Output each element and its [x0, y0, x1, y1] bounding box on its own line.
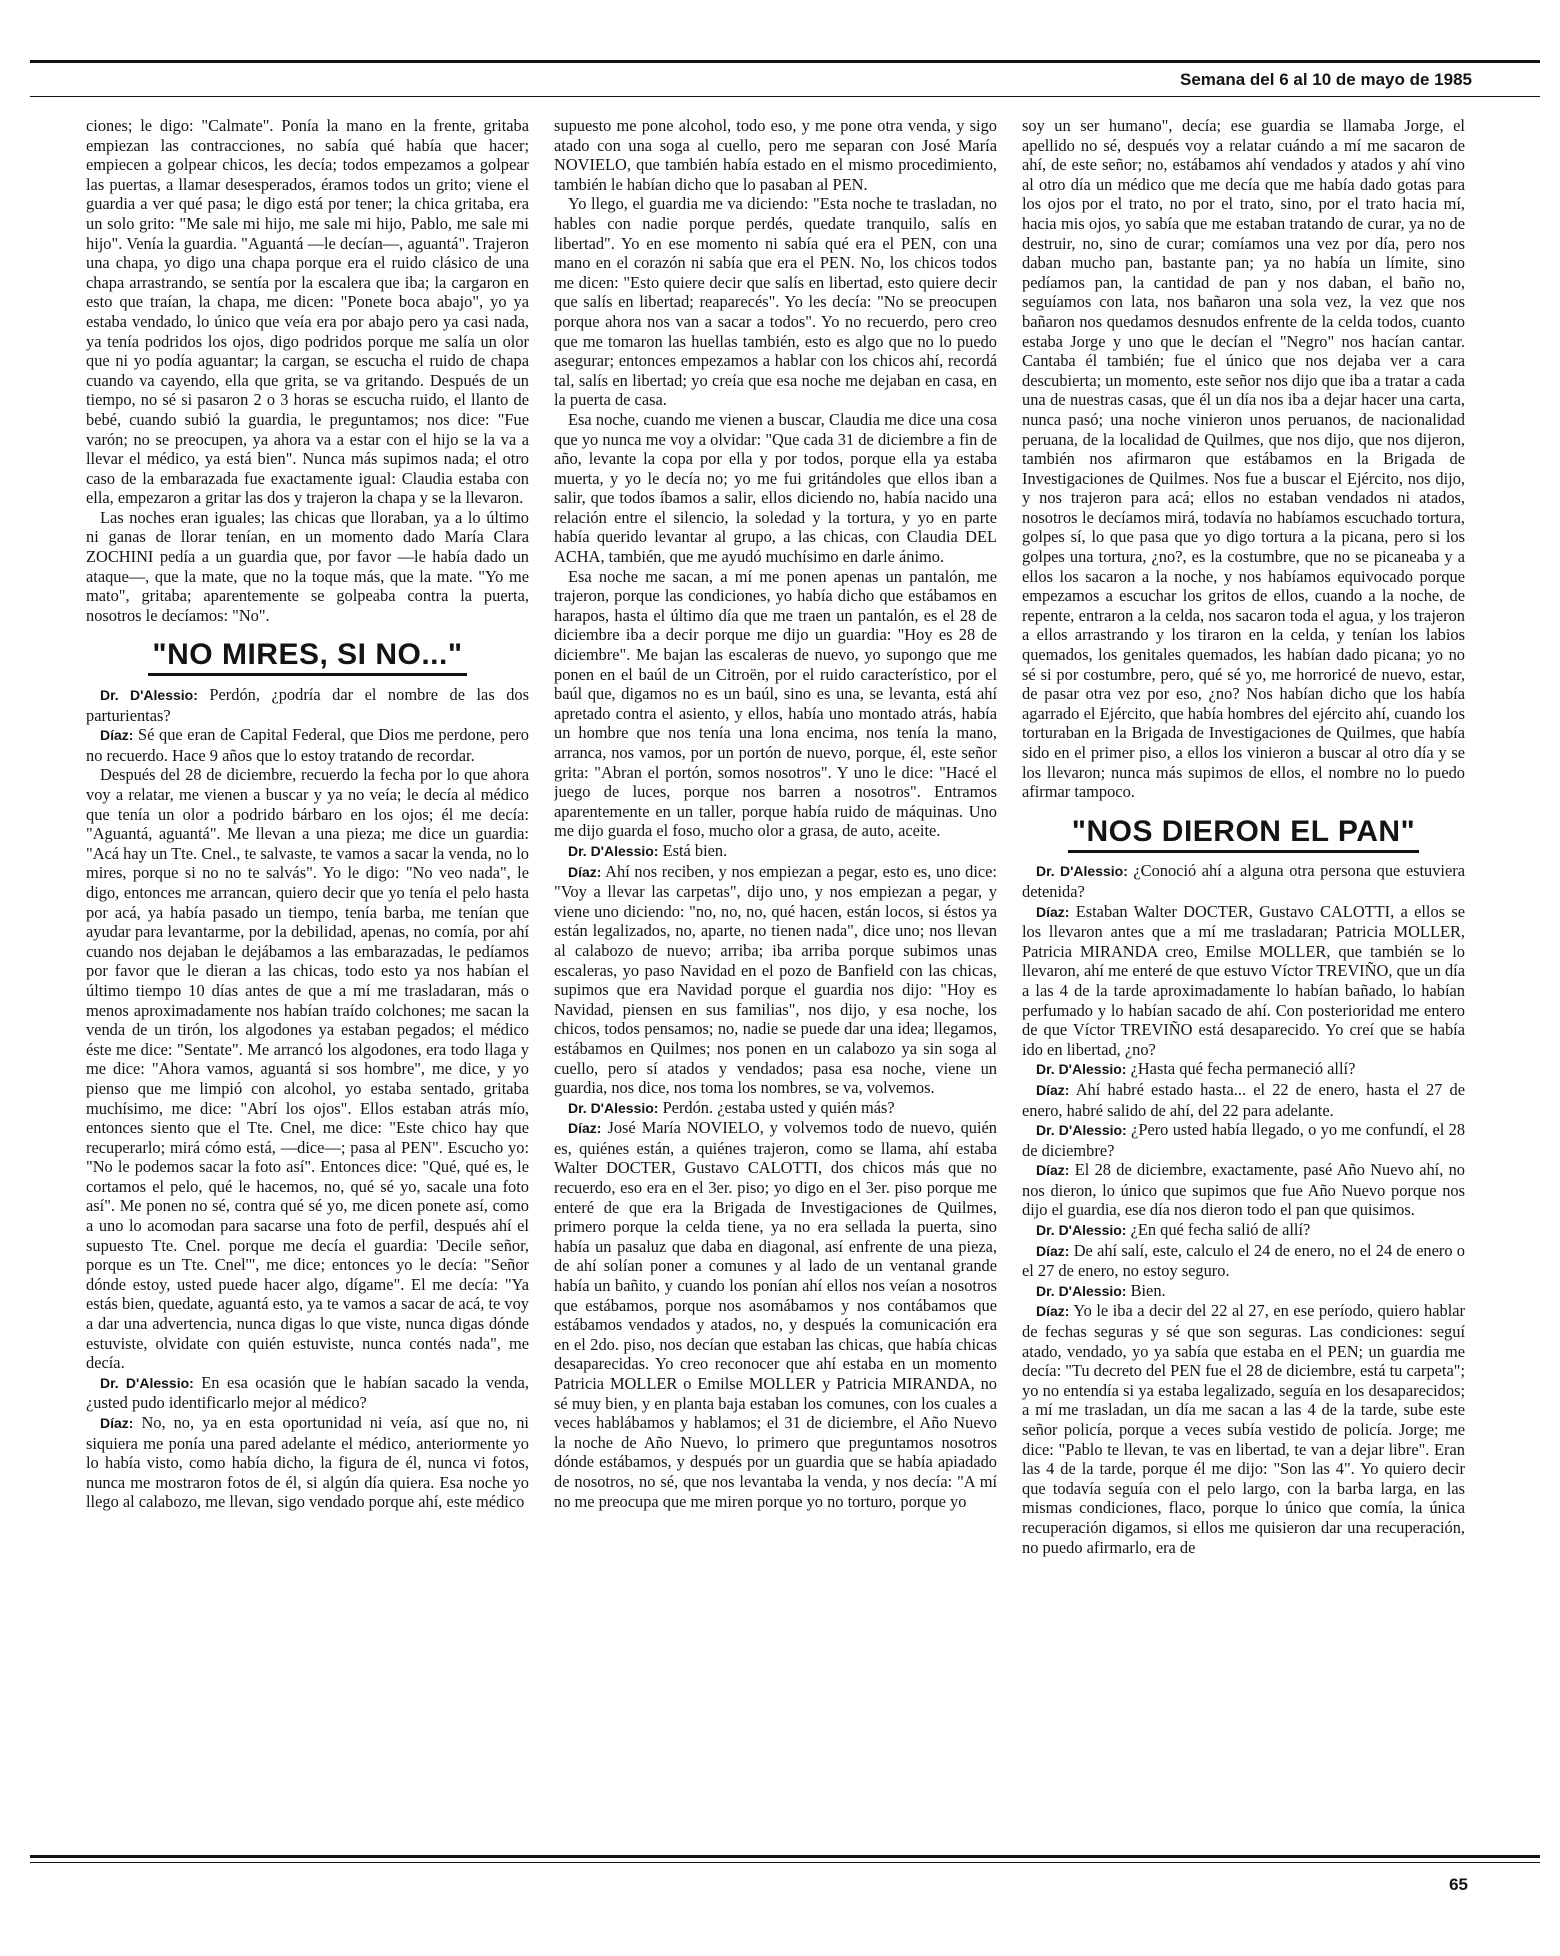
speaker-label: Díaz:: [568, 863, 602, 880]
bottom-rule-thin: [30, 1862, 1540, 1863]
speaker-label: Díaz:: [568, 1120, 602, 1137]
answer: [1022, 1241, 1465, 1281]
answer: [1022, 1301, 1465, 1557]
paragraph: supuesto me pone alcohol, todo eso, y me pone otra venda, y sigo atado con una soga al cuello, pero me separan con José María NOVIELO, que también había estado en el mismo procedimiento, también le habían dicho que lo pasaban al PEN.: [554, 116, 997, 194]
issue-date: Semana del 6 al 10 de mayo de 1985: [1180, 70, 1472, 89]
question-text: ¿En qué fecha salió de allí?: [1126, 1220, 1311, 1240]
question-text: Perdón. ¿estaba usted y quién más?: [658, 1097, 895, 1117]
answer-text: El 28 de diciembre, exactamente, pasé Año Nuevo ahí, no nos dieron, lo único que supimos que fue Año Nuevo porque nos dijo el guardia, ese día nos dieron todo el pan que quisimos.: [1022, 1160, 1465, 1220]
answer: [86, 1413, 529, 1512]
question: [86, 1373, 529, 1413]
question-text: ¿Pero usted había llegado, o yo me confundí, el 28 de diciembre?: [1022, 1120, 1465, 1160]
answer: [1022, 1080, 1465, 1120]
paragraph: Después del 28 de diciembre, recuerdo la fecha por lo que ahora voy a relatar, me vienen a buscar y ya no veía; le decía al médico que tenía un olor a podrido bárbaro en los ojos; él me decía: "Aguantá, aguantá". Me llevan a una pieza; me dice un guardia: "Acá hay un Tte. Cnel., te salvaste, te vamos a sacar la venda, no lo mires, porque si no no te salvás". Yo le digo: "No veo nada", le digo, entonces me arrancan, quiero decir que yo tenía el pelo hasta por acá, ya había pasado un tiempo, tenía barba, me tenían que ayudar para levantarme, por la debilidad, apenas, no comía, por ahí cuando nos dejaban le dejábamos a las embarazadas, le pedíamos por favor que le dieran a las chicas, todo esto ya nos habían el último tiempo 10 días antes de que a mí me trasladaran, más o menos aproximadamente nos habían traído colchones; me sacan la venda de un tirón, los algodones ya estaban pegados; el médico éste me dice: "Sentate". Me arrancó los algodones, era todo llaga y me dice: "Ahora vamos, aguantá si sos hombre", me dice, y yo pienso que me limpió con alcohol, yo estaba sentado, gritaba muchísimo, me dice: "Abrí los ojos". Ellos estaban atrás mío, entonces siento que el Tte. Cnel, me dice: "Este chico hay que recuperarlo; mirá cómo está, —dice—; pasa al PEN". Escucho yo: "No le podemos sacar la foto así". Entonces dice: "Qué, qué es, le cortamos el pelo, qué le hacemos, no, qué sé yo, sacale una foto así". Me ponen no sé, contra qué sé yo, me dicen ponete así, como a uno lo acomodan para sacarse una foto de perfil, después ahí el supuesto Tte. Cnel. porque me decía el guardia: 'Decile señor, porque es un Tte. Cnel'", me dice; entonces yo le decía: "Señor dónde estoy, usted puede hacer algo, dígame". El me decía: "Ya estás bien, quedate, aguantá esto, ya te vamos a sacar de acá, te voy a dar una advertencia, nunca digas lo que viste, nunca digas dónde estuviste, olvidate con quién estuviste, nunca contés nada", me decía.: [86, 765, 529, 1373]
answer: [554, 862, 997, 1098]
question-text: Perdón, ¿podría dar el nombre de las dos parturientas?: [86, 685, 529, 725]
top-rule: [30, 60, 1540, 63]
paragraph: Esa noche me sacan, a mí me ponen apenas un pantalón, me trajeron, porque las condiciones, yo había dicho que estábamos en harapos, hasta el último día que me traen un pantalón, es el 28 de diciembre iba a decir porque me dijo un guardia: "Hoy es 28 de diciembre". Me bajan las escaleras de nuevo, yo supongo que me ponen en el baúl de un Citroën, por el ruido característico, por el baúl que, digamos no es un baúl, sino es una, se levanta, está ahí apretado contra el asiento, y ellos, había uno montado atrás, había un hombre que nos tenía una lona encima, nos tenía la mano, arranca, nos vamos, por un portón de nuevo, porque, él, este señor grita: "Abran el portón, somos nosotros". Y uno le dice: "Hacé el juego de luces, porque nos barren a nosotros". Entramos aparentemente en un taller, porque había ruido de máquinas. Uno me dijo guarda el foso, mucho olor a grasa, de auto, aceite.: [554, 566, 997, 841]
subheading-text: "NO MIRES, SI NO...": [148, 638, 466, 676]
speaker-label: Dr. D'Alessio:: [100, 687, 198, 704]
top-rule-thin: [30, 96, 1540, 97]
answer-text: Ahí nos reciben, y nos empiezan a pegar, esto es, uno dice: "Voy a llevar las carpetas", dijo uno, y nos empiezan a pegar, y viene uno diciendo: "no, no, no, qué hacen, están locos, si éstos ya están legalizados, no, aparte, no tienen nada", dice uno; nos llevan al calabozo de nuevo; arriba; iba arriba porque subimos unas escaleras, yo paso Navidad en el pozo de Banfield con las chicas, supimos que era Navidad porque el guardia nos dijo: "Hoy es Navidad, piensen en sus familias", nos dijo, y esa noche, los chicos, todos pensamos; no, nadie se puede dar una idea; llegamos, estábamos en Quilmes; nos ponen en un calabozo ya sin soga al cuello, pero sí atados y vendados; pasa esa noche, viene un guardia, nos dice, nos toma los nombres, se va, volvemos.: [554, 861, 997, 1098]
question-text: ¿Conoció ahí a alguna otra persona que estuviera detenida?: [1022, 861, 1465, 901]
speaker-label: Díaz:: [100, 727, 134, 744]
answer-text: Ahí habré estado hasta... el 22 de enero, hasta el 27 de enero, habré salido de ahí, del 22 para adelante.: [1022, 1079, 1465, 1120]
answer: [1022, 902, 1465, 1060]
speaker-label: Díaz:: [1036, 1303, 1070, 1320]
column-2: [554, 116, 997, 1846]
question: [1022, 861, 1465, 901]
question: [1022, 1059, 1465, 1080]
paragraph: ciones; le digo: "Calmate". Ponía la mano en la frente, gritaba empiezan las contracciones, no sabía qué había que hacer; empiecen a golpear chicos, les decía; todos empezamos a golpear las puertas, a llamar desesperados, éramos todos un grito; viene el guardia a ver qué pasa; le digo está por tener; la chica gritaba, era un solo grito: "Me sale mi hijo, me sale mi hijo, Pablo, me sale mi hijo". Venía la guardia. "Aguantá —le decían—, aguantá". Trajeron una chapa, yo digo una chapa porque era el ruido clásico de una chapa arrastrando, se sentía por la escalera que iba; la cargaron en esto que traían, la chapa, me dicen: "Ponete boca abajo", yo ya estaba vendado, lo único que veía era por abajo pero ya casi nada, ya tenía podridos los ojos, digo podridos porque me salía un olor que ni yo podía aguantar; la cargan, se escucha el ruido de chapa cuando va cayendo, ella que grita, se va gritando. Después de un tiempo, no sé si pasaron 2 o 3 horas se escucha ruido, el llanto de bebé, cuando subió la guardia, le preguntamos; nos dice: "Fue varón; no se preocupen, ya ahora va a estar con el hijo se la va a llevar el médico, ya está bien". Nunca más supimos nada; el otro caso de la embarazada fue exactamente igual: Claudia estaba con ella, empezaron a gritar las dos y trajeron la chapa y se la llevaron.: [86, 116, 529, 508]
answer-text: Estaban Walter DOCTER, Gustavo CALOTTI, a ellos se los llevaron antes que a mí me trasladaran; Patricia MOLLER, Patricia MIRANDA creo, Emilse MOLLER, que también se lo llevaron, ahí me enteré de que estuvo Víctor TREVIÑO, que un día a las 4 de la tarde aproximadamente lo habían bañado, lo habían perfumado y lo habían sacado de ahí. Con posterioridad me entero de que Víctor TREVIÑO está desaparecido. Yo creí que se había ido en libertad, ¿no?: [1022, 901, 1465, 1059]
question-text: En esa ocasión que le habían sacado la venda, ¿usted pudo identificarlo mejor al médico?: [86, 1372, 529, 1413]
question: [554, 1098, 997, 1119]
answer: [86, 725, 529, 765]
subheading-nos-dieron: [1022, 814, 1465, 848]
answer-text: De ahí salí, este, calculo el 24 de enero, no el 24 de enero o el 27 de enero, no estoy seguro.: [1022, 1240, 1465, 1281]
speaker-label: Díaz:: [1036, 903, 1070, 920]
question: [554, 841, 997, 862]
paragraph: Esa noche, cuando me vienen a buscar, Claudia me dice una cosa que yo nunca me voy a olvidar: "Que cada 31 de diciembre a fin de año, levante la copa por ella y por todos, porque ella ya estaba muerta, y yo le decía no; yo me fui gritándoles que ellos iban a salir, que todos íbamos a salir, ellos diciendo no, había nacido una relación entre el silencio, la soledad y la tortura, y yo en parte había querido levantar al grupo, a las chicas, con Claudia DEL ACHA, también, que me ayudó muchísimo en darle ánimo.: [554, 409, 997, 567]
question: [1022, 1120, 1465, 1160]
paragraph: Yo llego, el guardia me va diciendo: "Esta noche te trasladan, no hables con nadie porque perdés, quedate tranquilo, salís en libertad". Yo en ese momento ni sabía qué era el PEN, con una mano en el corazón ni sabía que era el PEN. No, los chicos todos me dicen: "Esto quiere decir que salís en libertad, esto quiere decir que salís en libertad; reaparecés". Yo les decía: "No se preocupen porque ahora nos van a sacar a todos". Yo no recuerdo, pero creo que me tomaron las huellas también, esto es algo que no lo puedo asegurar; entonces empezamos a hablar con los chicos ahí, recordá tal, salís en libertad; yo creía que esa noche me dejaban en casa, en la puerta de casa.: [554, 194, 997, 410]
answer: [554, 1118, 997, 1511]
question: [86, 685, 529, 725]
answer: [1022, 1160, 1465, 1220]
question-text: Bien.: [1126, 1280, 1166, 1300]
column-3: [1022, 116, 1465, 1846]
question-text: Está bien.: [658, 840, 728, 860]
speaker-label: Dr. D'Alessio:: [568, 1099, 659, 1116]
answer-text: Yo le iba a decir del 22 al 27, en ese período, quiero hablar de fechas seguras y sé que son seguras. Las condiciones: seguí atado, vendado, yo ya sabía que estaba en el PEN; un guardia me decía: "Tu decreto del PEN fue el 28 de diciembre, está tu carpeta"; yo no entendía si ya estaba legalizado, seguía en los desaparecidos; a mí me trasladan, un día me sacan a las 4 de la tarde, sube este señor policía, porque a veces subía vestido de policía. Jorge; me dice: "Pablo te llevan, te vas en libertad, te van a dejar libre". Eran las 4 de la tarde, porque él me dijo: "Son las 4". Yo quiero decir que todavía seguía con el pelo largo, con la barba larga, en las mismas condiciones, flaco, porque lo único que comía, la única recuperación digamos, si ellos me quisieron dar una recuperación, no puedo afirmarlo, era de: [1022, 1301, 1465, 1557]
speaker-label: Dr. D'Alessio:: [1036, 1061, 1127, 1078]
question: [1022, 1220, 1465, 1241]
question-text: ¿Hasta qué fecha permaneció allí?: [1126, 1059, 1356, 1079]
answer-text: No, no, ya en esta oportunidad ni veía, así que no, ni siquiera me ponía una pared adelante el médico, anteriormente yo lo había visto, como había dicho, la figura de él, nunca vi fotos, nunca me mostraron fotos de él, si algún día quiera. Esa noche yo llego al calabozo, me llevan, sigo vendado porque ahí, este médico: [86, 1413, 529, 1512]
subheading-no-mires: [86, 638, 529, 672]
speaker-label: Díaz:: [100, 1415, 134, 1431]
paragraph: Las noches eran iguales; las chicas que lloraban, ya a lo último ni ganas de llorar tenían, en un momento dado María Clara ZOCHINI pedía a un guardia que, por favor —le había dado un ataque—, que la mate, que no la toque más, que la mate. "Yo me mato", gritaba; aparentemente se golpeaba contra la puerta, nosotros le decíamos: "No".: [86, 507, 529, 625]
answer-text: Sé que eran de Capital Federal, que Dios me perdone, pero no recuerdo. Hace 9 años que lo estoy tratando de recordar.: [86, 725, 529, 765]
question: [1022, 1281, 1465, 1302]
subheading-text: "NOS DIERON EL PAN": [1068, 815, 1420, 853]
speaker-label: Dr. D'Alessio:: [100, 1374, 194, 1391]
speaker-label: Dr. D'Alessio:: [1036, 863, 1128, 880]
speaker-label: Dr. D'Alessio:: [568, 842, 659, 859]
page-number: 65: [1449, 1875, 1468, 1894]
speaker-label: Dr. D'Alessio:: [1036, 1282, 1127, 1299]
speaker-label: Díaz:: [1036, 1081, 1070, 1098]
speaker-label: Díaz:: [1036, 1242, 1070, 1259]
paragraph: soy un ser humano", decía; ese guardia se llamaba Jorge, el apellido no sé, después voy a relatar cuándo a mí me sacaron de ahí, de este señor; no, estábamos ahí vendados y atados y ahí vino al otro día un médico que me decía que me había dado gotas para los ojos por el trato, no por el trato, sino, por el trato hacia mí, hacia mis ojos, yo sabía que me estaban tratando de curar, ya no de destruir, no, sino de curar; comíamos una vez por día, pero nos daban mucho pan, bastante pan; ya no había un límite, sino pedíamos pan, la cantidad de pan y nos daban, el baño no, seguíamos con lata, nos bañaron una sola vez, la vez que nos bañaron nos quedamos desnudos enfrente de la celda todos, cuanto estaba Jorge y uno que le decían el "Negro" nos hacían cantar. Cantaba él también; fue el único que nos dejaba ver a cara descubierta; un momento, este señor nos dijo que iba a tratar a cada una de nuestras casas, que él un día nos iba a dejar hacer una carta, nunca pasó; una noche vinieron unos peruanos, de nacionalidad peruana, de la localidad de Quilmes, que nos dijo, que nos dijeron, también nos afirmaron que estábamos en la Brigada de Investigaciones de Quilmes. Nos fue a buscar el Ejército, nos dijo, y nos trajeron para acá; ellos no estaban vendados ni atados, nosotros le decíamos mirá, todavía no habíamos escuchado tortura, golpes sí, lo que pasa que yo digo tortura a la picana, pero si los golpes una tortura, ¿no?, es la costumbre, que no se picaneaba y a ellos los sacaron a la noche, y nos habíamos equivocado porque empezamos a escuchar los gritos de ellos, cuando a la noche, de repente, entraron a la celda, nos sacaron toda el agua, y los trajeron a ellos arrastrando y los tiraron en la celda, y tenían los labios quemados, los genitales quemados, les habían dado picana; yo no sé si por costumbre, pero, qué sé yo, me horroricé de nuevo, estar, de pasar otra vez por eso, ¿no? Nos habían dicho que los había agarrado el Ejército, que había hombres del ejército ahí, cuando los torturaban en la Brigada de Investigaciones de Quilmes, que había sido en el primer piso, a ellos los vinieron a buscar al otro día y se los llevaron; nunca más supimos de ellos, el nombre no lo puedo afirmar tampoco.: [1022, 116, 1465, 802]
speaker-label: Dr. D'Alessio:: [1036, 1222, 1127, 1239]
answer-text: José María NOVIELO, y volvemos todo de nuevo, quién es, quiénes están, a quiénes trajeron, como se llama, ahí estaba Walter DOCTER, Gustavo CALOTTI, dos chicos más que no recuerdo, eso era en el 3er. piso; yo digo en el 3er. piso porque me enteré de que era la Brigada de Investigaciones de Quilmes, primero porque la celda tiene, ya no era sellada la puerta, sino había un pasaluz que daba en diagonal, así enfrente de una pieza, de ahí solían poner a comunes y al lado de un ventanal grande había un bañito, y cuando los ponían ahí ellos nos veían a nosotros que estábamos, porque nos asomábamos y nos contábamos que estábamos vendados y atados, no, y después la comunicación era en el 2do. piso, nos decían que estaban las chicas, que había chicas desaparecidas. Yo creo reconocer que ahí estaba en un momento Patricia MOLLER o Emilse MOLLER y Patricia MIRANDA, no sé muy bien, y en planta baja estaban los comunes, con los cuales a veces hablábamos y hablamos; el 31 de diciembre, el Año Nuevo la noche de Año Nuevo, lo primero que preguntamos nosotros dónde estábamos, y después por un guardia que se había apiadado de nosotros, no sé, que nos levantaba la venda, y nos decía: "A mí no me preocupa que me miren porque yo no torturo, porque yo: [554, 1118, 997, 1511]
speaker-label: Díaz:: [1036, 1162, 1070, 1179]
column-1: [86, 116, 529, 1846]
speaker-label: Dr. D'Alessio:: [1036, 1122, 1127, 1139]
bottom-rule: [30, 1855, 1540, 1858]
